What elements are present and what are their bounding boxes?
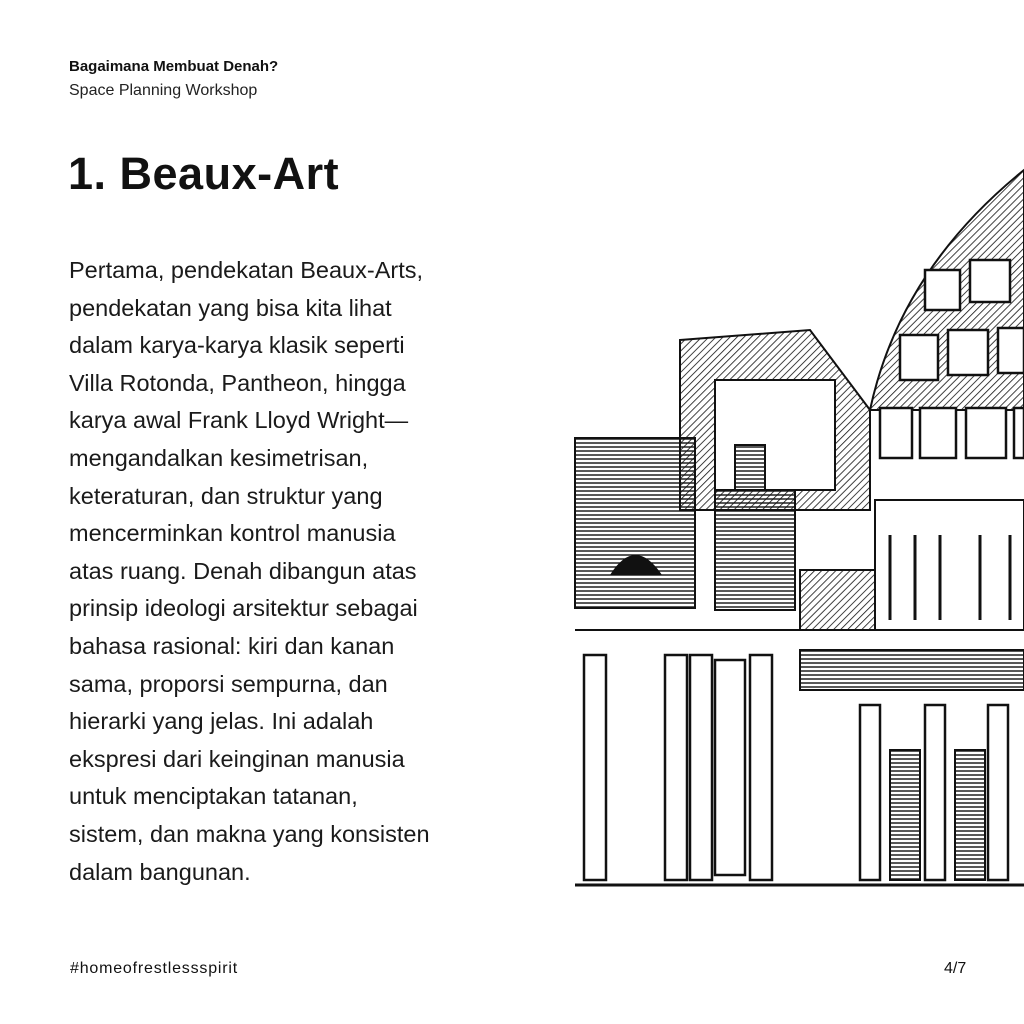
body-line: mengandalkan kesimetrisan,	[69, 444, 369, 471]
body-text	[69, 252, 549, 891]
series-title: Bagaimana Membuat Denah?	[69, 58, 279, 75]
page-indicator: 4/7	[944, 960, 967, 977]
body-line: untuk menciptakan tatanan,	[69, 783, 358, 810]
body-line: ekspresi dari keinginan manusia	[69, 745, 405, 772]
body-line: Villa Rotonda, Pantheon, hingga	[69, 369, 406, 396]
body-line: atas ruang. Denah dibangun atas	[69, 557, 417, 584]
hashtag: #homeofrestlessspirit	[70, 960, 238, 977]
series-subtitle: Space Planning Workshop	[69, 82, 258, 99]
body-line: Pertama, pendekatan Beaux-Arts,	[69, 257, 424, 283]
body-line: bahasa rasional: kiri dan kanan	[69, 632, 395, 659]
body-line: karya awal Frank Lloyd Wright—	[69, 407, 409, 434]
body-line: dalam karya-karya klasik seperti	[69, 332, 405, 359]
body-line: mencerminkan kontrol manusia	[69, 520, 396, 547]
body-line: keteraturan, dan struktur yang	[69, 482, 383, 509]
body-line: dalam bangunan.	[69, 858, 251, 885]
page-title: 1. Beaux-Art	[68, 148, 340, 199]
body-line: hierarki yang jelas. Ini adalah	[69, 708, 374, 735]
body-line: prinsip ideologi arsitektur sebagai	[69, 595, 418, 622]
body-line: pendekatan yang bisa kita lihat	[69, 294, 392, 321]
body-line: sistem, dan makna yang konsisten	[69, 820, 430, 847]
body-line: sama, proporsi sempurna, dan	[69, 670, 388, 697]
pantheon-section-illustration	[570, 150, 1024, 895]
